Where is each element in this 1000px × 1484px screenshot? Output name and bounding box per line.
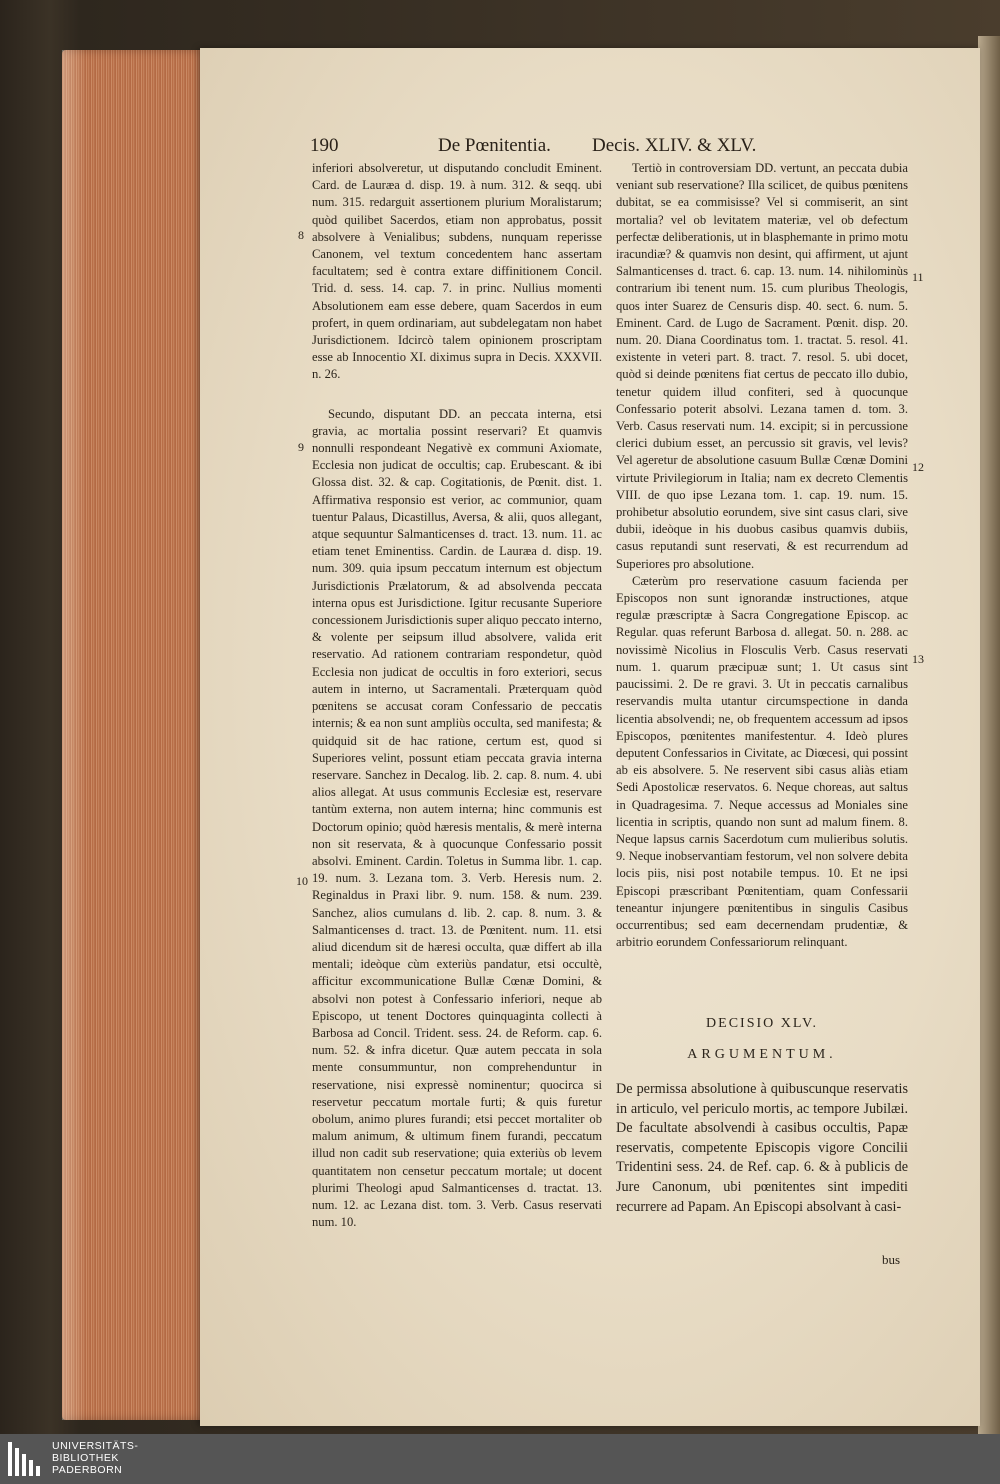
right-paragraph-1: Tertiò in controversiam DD. vertunt, an peccata dubia veniant sub reservatione? Illa scilicet, de quibus pœnitens dubitat, se ea commisisse? Vel si commiserit, an sint mortalia? vel ob levitatem materiæ, vel ob defectum perfectæ deliberationis, ut in blasphemante in primo motu iracundiæ? & quamvis non desint, qui affirment, ut ajunt Salmanticenses d. tract. 6. cap. 13. num. 14. nihilominùs contrarium ibi tenent num. 15. cum pluribus Theologis, quos inter Suarez de Censuris disp. 40. sect. 6. num. 5. Eminent. Card. de Lugo de Sacrament. Pœnit. disp. 20. num. 20. Diana Coordinatus tom. 1. tractat. 5. resol. 41. existente in veteri part. 8. tract. 7. resol. 5. ubi docet, quòd si deinde pœnitens fiat certus de peccato illo dubio, tenetur quidem illud confiteri, sed à quocunque Confessario poterit absolvi. Lezana tamen d. tom. 3. Verb. Casus reservati num. 14. excipit; si in percussione clerici dubium esset, an percussio sit gravis, vel levis? Vel ageretur de absolutione casuum Bullæ Cœnæ Domini virtute Privilegiorum in Italia; nam ex decreto Clementis VIII. de quo ipse Lezana tom. 1. cap. 19. num. 15. prohibetur absolutio eorundem, sive sint casus clari, sive dubii, ideòque in his duobus casibus quamvis dubiis, casus reputandi sunt reservati, & est recurrendum ad Superiores pro absolutione. [616,161,908,571]
running-head [310,135,920,157]
library-line-3: PADERBORN [52,1464,123,1476]
page-number: 190 [310,135,339,156]
book-page-edges [62,50,212,1420]
margin-number-8: 8 [298,228,304,242]
library-logo-icon [8,1442,38,1476]
right-paragraph-2: Cæterùm pro reservatione casuum facienda per Episcopos non sunt ignorandæ instructiones, atque regulæ præscriptæ à Sacra Congregatione Episcop. ac Regular. quas referunt Barbosa d. allegat. 50. n. 288. ac novissimè Nicolius in Flosculis Verb. Casus reservati num. 1. quarum præcipuæ sunt; 1. Ut casus sint paucissimi. 2. De re gravi. 3. Ut in peccatis carnalibus reservandis multa utantur circumspectione in danda licentia absolvendi; ne, ob frequentem accessum ad ipsos Episcopos, pœnitentes manifestentur. 4. Ideò plures deputent Confessarios in Civitate, ac Diœcesi, qui possint ab eis absolvere. 5. Ne reservent sibi casus aliàs etiam Sedi Apostolicæ reservatos. 6. Neque choreas, aut saltus in Quadragesima. 7. Neque accessus ad Moniales sine licentia in scriptis, quando non sunt ad malum finem. 8. Neque lapsus carnis Sacerdotum cum mulieribus solutis. 9. Neque inobservantiam festorum, vel non solvere debita locis piis, nisi post notabile tempus. 10. Et ne ipsi Episcopi præscribant Pœnitentiam, quam Confessarii teneantur injungere pœnitentibus in singulis Casibus occurrentibus; sed eam decernendam prudentiæ, & arbitrio eorundem Confessariorum relinquant. [616,573,908,950]
margin-number-13: 13 [912,652,924,666]
argumentum-heading: ARGUMENTUM. [687,1047,837,1062]
left-column [312,160,602,1231]
running-title: De Pœnitentia. [438,135,551,156]
left-paragraph-2: Secundo, disputant DD. an peccata interna, etsi gravia, ac mortalia possint reservari? Et quamvis nonnulli respondeant Negativè ex communi Axiomate, Ecclesia non judicat de occultis; cap. Erubescant. & ibi Glossa dist. 32. & cap. Cogitationis, de Pœnit. dist. 1. Affirmativa responsio est verior, ac communior, quam tuentur Palaus, Dicastillus, Aversa, & alii, quos allegant, atque sequuntur Salmanticenses d. tract. 13. num. 11. ac etiam tenet Eminentiss. Cardin. de Lauræa d. disp. 19. num. 309. quia ipsum peccatum internum est objectum Jurisdictionis Prælatorum, & ad absolvenda peccata interna opus est Jurisdictione. Igitur recusante Superiore concessionem Jurisdictionis super aliquo peccato interno, & volente per seipsum illud absolvere, valida erit reservatio. Ad rationem contrariam respondetur, quòd Ecclesia non judicat de occultis in foro exteriori, secus autem in interno, ut Sacramentali. Præterquam quòd pœnitens se accusat coram Confessario de peccatis internis; & ea non sunt ampliùs occulta, sed manifesta; & quidquid sit de hac ratione, certum est, quod si Superiores velint, possunt etiam peccata gravia interna reservare. Sanchez in Decalog. lib. 2. cap. 8. num. 4. ubi alios allegat. At usus communis Ecclesiæ est, reservare tantùm externa, non autem interna; hinc communis est Doctorum opinio; quòd hæresis mentalis, & merè interna non sit reservata, & à quocunque Confessario possit absolvi. Eminent. Cardin. Toletus in Summa libr. 1. cap. 19. num. 3. Lezana tom. 3. Verb. Heresis num. 2. Reginaldus in Praxi libr. 9. num. 158. & num. 239. Sanchez, alios cumulans d. lib. 2. cap. 8. num. 3. & Salmanticenses d. tract. 13. de Pœnitent. num. 11. etsi aliud dicendum sit de hæresi occulta, quæ differt ab illa mentali; ideòque cùm exteriùs pandatur, etsi occultè, afficitur excommunicatione Bullæ Cœnæ Domini, & absolvi non potest à Confessario inferiori, neque ab Episcopo, ut tenent Doctores quinquaginta collecti à Barbosa ad Concil. Trident. sess. 24. de Reform. cap. 6. num. 52. & infra dicetur. Quæ autem peccata in sola mente consummuntur, non comprehenduntur in reservatione, nisi expressè nominentur; quocirca si reservetur peccatum mortale furti; & quis furetur obolum, animo plures furandi; etsi peccet mortaliter ob malum animum, & ultimum finem furandi, peccatum illud non cadit sub reservatione; quia exteriùs ob levem quantitatem non censetur peccatum mortale; ut docent plurimi Theologi apud Salmanticenses d. tractat. 13. num. 12. ac Lezana dist. tom. 3. Verb. Casus reservati num. 10. [312,406,602,1230]
library-line-1: UNIVERSITÄTS- [52,1440,139,1452]
library-name [52,1440,138,1476]
margin-number-12: 12 [912,460,924,474]
library-footer [0,1434,1000,1484]
decisio-heading: DECISIO XLV. [706,1016,818,1031]
argumentum-text: De permissa absolutione à quibuscunque reservatis in articulo, vel periculo mortis, ac tempore Jubilæi. De facultate absolvendi à casibus occultis, Papæ reservatis, competente Episcopis vigore Concilii Tridentini sess. 24. de Ref. cap. 6. & à publicis de Jure Canonum, ubi pœnitentes sint impediti recurrere ad Papam. An Episcopi absolvant à casi- [616,1081,908,1215]
margin-number-10: 10 [296,874,308,888]
catchword: bus [882,1252,901,1267]
facing-page-edge [978,36,1000,1434]
margin-number-11: 11 [912,270,924,284]
library-line-2: BIBLIOTHEK [52,1452,119,1464]
margin-number-9: 9 [298,440,304,454]
right-column [616,160,908,951]
left-paragraph-1: inferiori absolveretur, ut disputando concludit Eminent. Card. de Lauræa d. disp. 19. à num. 312. & seqq. ubi num. 315. redarguit assertionem plurium Moralistarum; quòd quilibet Sacerdos, etiam non approbatus, possit absolvere à Venialibus; subdens, nunquam reperisse Canonem, vel textum concedentem hanc assertam facultatem; sed è contra extare diffinitionem Concil. Trid. d. sess. 14. cap. 7. in princ. Nullius momenti Absolutionem eam esse debere, quam Sacerdos in eum profert, in quem ordinariam, aut subdelegatam non habet Jurisdictionem. Idcircò talem opinionem proscriptam esse ab Innocentio XI. diximus supra in Decis. XXXVII. n. 26. [312,161,602,382]
running-decisions: Decis. XLIV. & XLV. [592,135,757,156]
